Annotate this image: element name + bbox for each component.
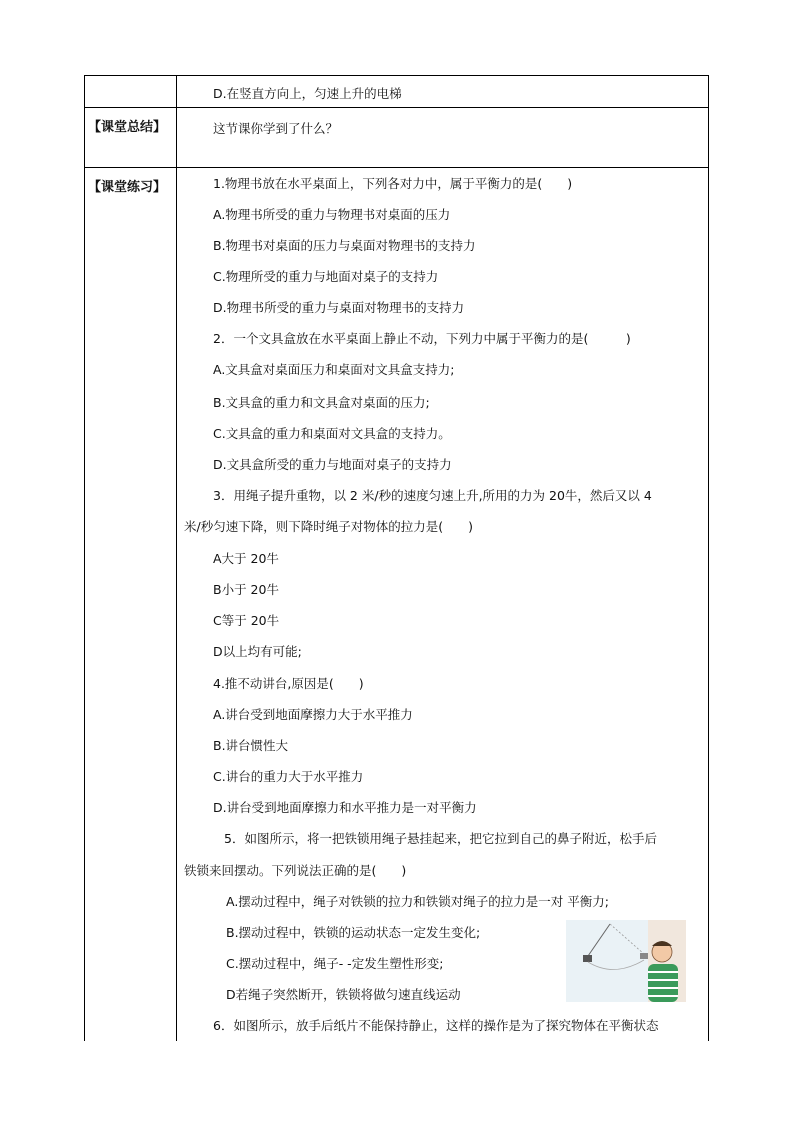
question-line: A.摆动过程中，绳子对铁锁的拉力和铁锁对绳子的拉力是一对 平衡力; xyxy=(226,894,609,909)
question-line: D.文具盒所受的重力与地面对桌子的支持力 xyxy=(213,457,452,472)
summary-label: 【课堂总结】 xyxy=(88,120,167,135)
question-line: C.摆动过程中，绳子- -定发生塑性形变; xyxy=(226,956,444,971)
question-line: 铁锁来回摆动。下列说法正确的是( ) xyxy=(184,863,407,878)
question-line: B小于 20牛 xyxy=(213,582,279,597)
question-line: 6．如图所示，放手后纸片不能保持静止，这样的操作是为了探究物体在平衡状态 xyxy=(213,1018,659,1033)
question-line: A.文具盒对桌面压力和桌面对文具盒支持力; xyxy=(213,362,455,377)
question-line: 5．如图所示，将一把铁锁用绳子悬挂起来，把它拉到自己的鼻子附近，松手后 xyxy=(224,831,657,846)
question-line: B.讲台惯性大 xyxy=(213,738,289,753)
question-line: D.讲台受到地面摩擦力和水平推力是一对平衡力 xyxy=(213,800,477,815)
question-line: A.讲台受到地面摩擦力大于水平推力 xyxy=(213,707,413,722)
question-line: B.摆动过程中，铁锁的运动状态一定发生变化; xyxy=(226,925,481,940)
question-line: A.物理书所受的重力与物理书对桌面的压力 xyxy=(213,207,451,222)
question-line: B.文具盒的重力和文具盒对桌面的压力; xyxy=(213,395,430,410)
question-line: 2．一个文具盒放在水平桌面上静止不动，下列力中属于平衡力的是( ) xyxy=(213,331,631,346)
question-line: 1.物理书放在水平桌面上，下列各对力中，属于平衡力的是( ) xyxy=(213,176,573,191)
summary-question: 这节课你学到了什么？ xyxy=(213,121,339,136)
question-line: D以上均有可能; xyxy=(213,644,302,659)
lock-icon xyxy=(583,955,592,962)
option-d-elevator: D.在竖直方向上，匀速上升的电梯 xyxy=(213,86,402,101)
question-line: A大于 20牛 xyxy=(213,551,279,566)
question-line: C.文具盒的重力和桌面对文具盒的支持力。 xyxy=(213,426,451,441)
row-divider xyxy=(84,167,709,168)
question-line: D.物理书所受的重力与桌面对物理书的支持力 xyxy=(213,300,465,315)
pendulum-illustration xyxy=(566,920,686,1002)
lock-swing-icon xyxy=(640,953,648,959)
question-line: D若绳子突然断开，铁锁将做匀速直线运动 xyxy=(226,987,461,1002)
question-line: C.物理所受的重力与地面对桌子的支持力 xyxy=(213,269,439,284)
question-line: 米/秒匀速下降，则下降时绳子对物体的拉力是( ) xyxy=(184,519,473,534)
question-line: B.物理书对桌面的压力与桌面对物理书的支持力 xyxy=(213,238,476,253)
question-line: C.讲台的重力大于水平推力 xyxy=(213,769,364,784)
row-divider xyxy=(84,107,709,108)
question-line: 4.推不动讲台,原因是( ) xyxy=(213,676,364,691)
question-line: 3．用绳子提升重物，以 2 米/秒的速度匀速上升,所用的力为 20牛，然后又以 4 xyxy=(213,488,652,503)
column-divider xyxy=(176,75,177,1041)
question-line: C等于 20牛 xyxy=(213,613,280,628)
practice-label: 【课堂练习】 xyxy=(88,180,167,195)
